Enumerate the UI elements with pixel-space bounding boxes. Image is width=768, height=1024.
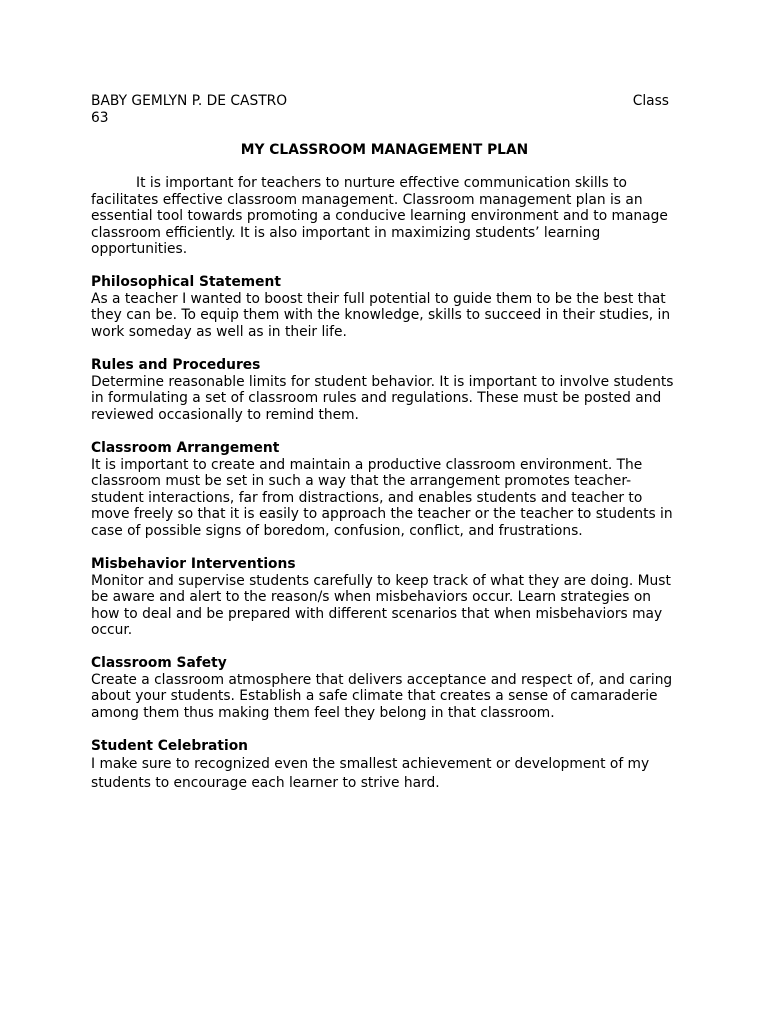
intro-paragraph: It is important for teachers to nurture effective communication skills to facilitates effective classroom management. Classroom management plan is an essential tool towards promoting a conducive learning environment and to manage classroom efficiently. It is also important in maximizing students’ learning opportunities. <box>91 175 668 258</box>
section-philosophical-statement <box>91 274 678 340</box>
class-number: 63 <box>91 109 109 126</box>
section-heading: Rules and Procedures <box>91 357 261 373</box>
section-rules-and-procedures <box>91 357 678 423</box>
section-heading: Classroom Safety <box>91 655 227 671</box>
section-heading: Student Celebration <box>91 738 248 754</box>
section-body: Determine reasonable limits for student behavior. It is important to involve students in formulating a set of classroom rules and regulations. These must be posted and reviewed occasionally to remind them. <box>91 373 674 423</box>
section-classroom-safety <box>91 655 678 721</box>
section-body: Monitor and supervise students carefully to keep track of what they are doing. Must be aware and alert to the reason/s when misbehaviors occur. Learn strategies on how to deal and be prepared with different scenarios that when misbehaviors may occur. <box>91 572 671 639</box>
section-misbehavior-interventions <box>91 556 678 639</box>
section-heading: Philosophical Statement <box>91 274 281 290</box>
document-title: MY CLASSROOM MANAGEMENT PLAN <box>240 142 529 158</box>
section-student-celebration <box>91 738 678 793</box>
section-classroom-arrangement <box>91 440 678 540</box>
intro-section <box>91 175 678 258</box>
section-heading: Misbehavior Interventions <box>91 556 296 572</box>
section-heading: Classroom Arrangement <box>91 440 280 456</box>
author-name: BABY GEMLYN P. DE CASTRO <box>91 93 288 109</box>
section-body: Create a classroom atmosphere that delivers acceptance and respect of, and caring about your students. Establish a safe climate that creates a sense of camaraderie among them thus making them feel they belong in that classroom. <box>91 671 673 721</box>
section-body: I make sure to recognized even the smallest achievement or development of my students to encourage each learner to strive hard. <box>91 755 650 791</box>
document-header <box>91 93 669 126</box>
header-row <box>91 93 669 110</box>
class-label: Class <box>632 93 669 109</box>
section-body: It is important to create and maintain a productive classroom environment. The classroom must be set in such a way that the arrangement promotes teacher-student interactions, far from distractions, and enables students and teacher to move freely so that it is easily to approach the teacher or the teacher to students in case of possible signs of boredom, confusion, conflict, and frustrations. <box>91 456 673 539</box>
section-body: As a teacher I wanted to boost their full potential to guide them to be the best that they can be. To equip them with the knowledge, skills to succeed in their studies, in work someday as well as in their life. <box>91 290 671 340</box>
